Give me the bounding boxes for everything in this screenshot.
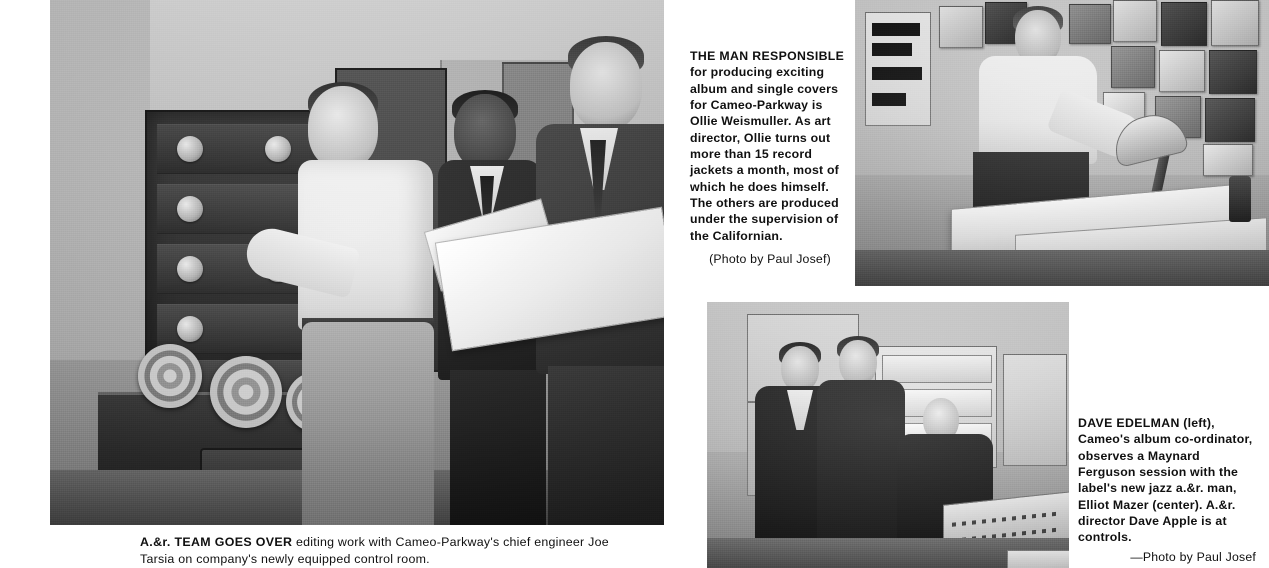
album-cover: [1069, 4, 1111, 44]
engineer-head: [308, 86, 378, 170]
caption-body: for producing exciting album and single covers for Cameo-Parkway is Ollie Weismuller. As art director, Ollie turns out more than 15 record jackets a month, most of which he does himself. The others are produced under the supervision of the Californian.: [690, 65, 839, 243]
photo-studio-session: [707, 302, 1069, 568]
album-cover: [1211, 0, 1259, 46]
tape-reel: [210, 356, 282, 428]
album-cover: [1205, 98, 1255, 142]
caption-body: (left), Cameo's album co-ordinator, observes a Maynard Ferguson session with the label's new jazz a.&r. man, Elliot Mazer (center). A.&r. director Dave Apple is at controls.: [1078, 416, 1253, 545]
album-cover: [1111, 46, 1155, 88]
photo-art-director: [855, 0, 1269, 286]
tape-reel: [138, 344, 202, 408]
equipment-box: [1007, 550, 1069, 568]
wall-left: [50, 0, 150, 360]
caption-studio-session: [1078, 415, 1256, 565]
caption-lead: A.&r. TEAM GOES OVER: [140, 535, 293, 549]
floor: [855, 250, 1269, 286]
equipment-rack-secondary: [1003, 354, 1067, 466]
caption-body: editing work with Cameo-Parkway's chief engineer Joe Tarsia on company's newly equipped control room.: [140, 535, 609, 566]
caption-control-room: [140, 534, 645, 567]
photo-control-room: [50, 0, 664, 525]
caption-lead: THE MAN RESPONSIBLE: [690, 49, 845, 63]
man-right-legs: [548, 366, 664, 525]
photo-credit: (Photo by Paul Josef): [709, 252, 831, 267]
wall-poster: [865, 12, 931, 126]
album-cover: [1161, 2, 1207, 46]
album-cover: [1203, 144, 1253, 176]
album-cover: [939, 6, 983, 48]
man-right-head: [570, 42, 642, 130]
photo-credit: —Photo by Paul Josef: [1130, 549, 1256, 564]
album-cover: [1209, 50, 1257, 94]
caption-lead: DAVE EDELMAN: [1078, 416, 1180, 430]
album-cover: [1113, 0, 1157, 42]
ink-bottle: [1229, 176, 1251, 222]
album-cover: [1159, 50, 1205, 92]
caption-art-director: [690, 48, 850, 267]
engineer-trousers: [302, 322, 434, 525]
man-center-head: [454, 94, 516, 170]
man-center-suit: [817, 380, 905, 546]
man-center-legs: [450, 370, 546, 525]
